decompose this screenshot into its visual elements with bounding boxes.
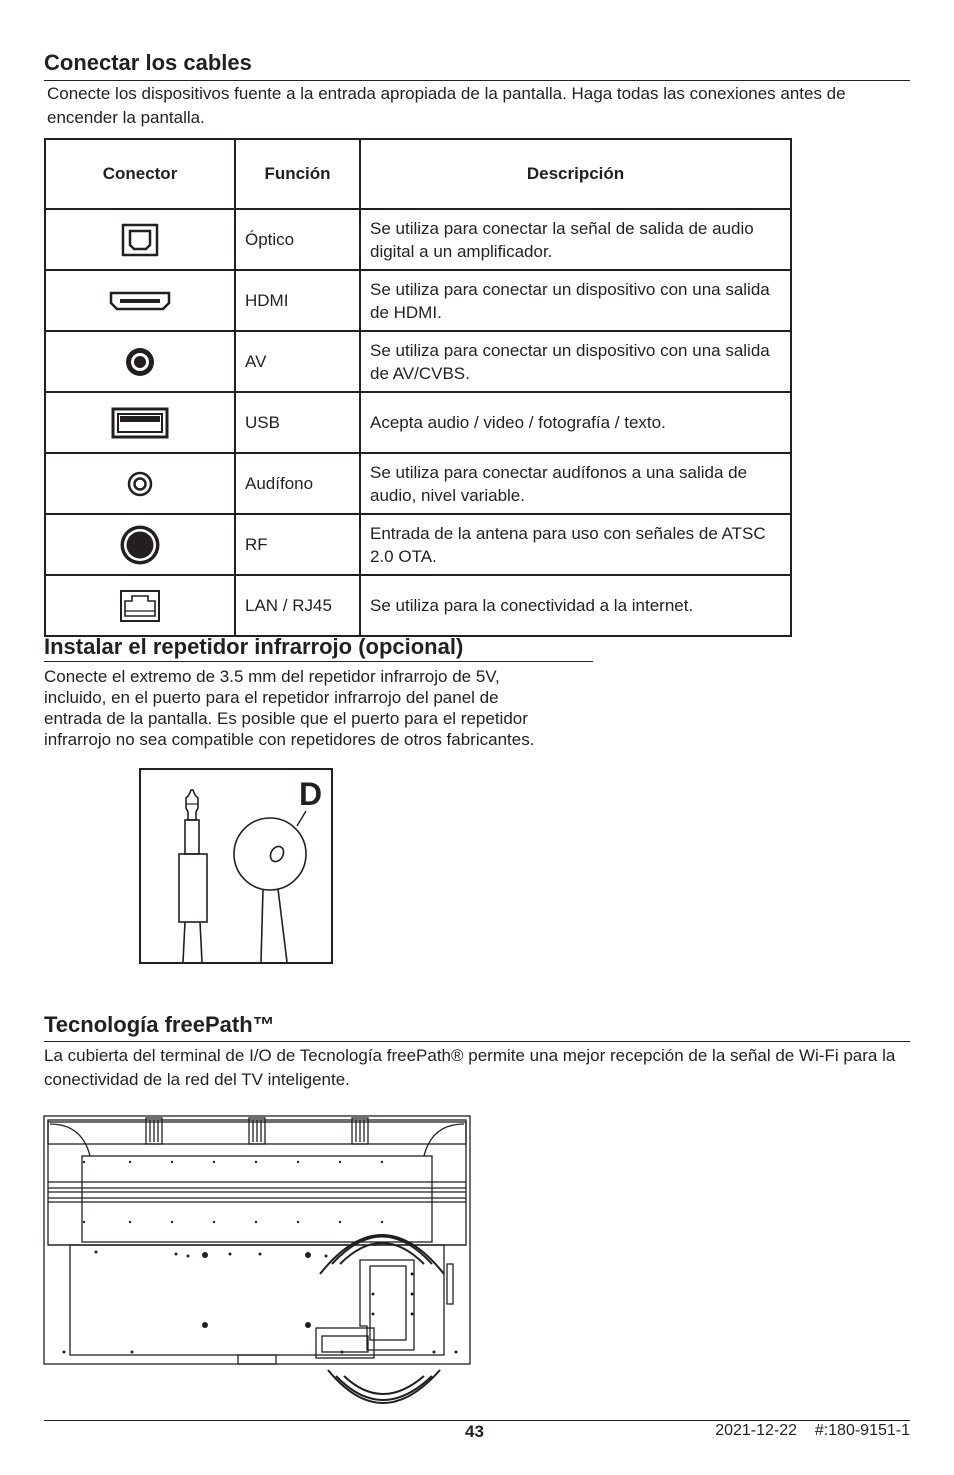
figure-label: D (299, 776, 323, 812)
ir-instructions (44, 666, 624, 750)
description-cell: Se utiliza para conectar un dispositivo con una salida de HDMI. (360, 270, 791, 331)
function-cell: USB (235, 392, 360, 453)
hdmi-port-icon (108, 289, 172, 313)
function-cell: Óptico (235, 209, 360, 270)
connector-cell (45, 270, 235, 331)
connector-cell (45, 514, 235, 575)
table-row (45, 331, 791, 392)
section-title-connect-cables: Conectar los cables (44, 50, 252, 75)
ir-repeater-illustration (139, 768, 333, 964)
header-description: Descripción (360, 139, 791, 209)
table-row (45, 514, 791, 575)
function-cell: HDMI (235, 270, 360, 331)
table-row (45, 392, 791, 453)
connector-cell (45, 331, 235, 392)
ir-line: Conecte el extremo de 3.5 mm del repetidor infrarrojo de 5V, (44, 667, 500, 686)
section-rule (44, 80, 910, 81)
table-row (45, 270, 791, 331)
description-cell: Se utiliza para conectar audífonos a una salida de audio, nivel variable. (360, 453, 791, 514)
description-cell: Se utiliza para la conectividad a la internet. (360, 575, 791, 636)
av-port-icon (124, 346, 156, 378)
lan-port-icon (119, 589, 161, 623)
section-rule (44, 661, 593, 662)
header-connector: Conector (45, 139, 235, 209)
table-row (45, 575, 791, 636)
function-cell: RF (235, 514, 360, 575)
function-cell: LAN / RJ45 (235, 575, 360, 636)
section-rule (44, 1041, 910, 1042)
ir-line: incluido, en el puerto para el repetidor infrarrojo del panel de (44, 688, 499, 707)
ir-line: infrarrojo no sea compatible con repetidores de otros fabricantes. (44, 730, 535, 749)
connector-table (44, 138, 792, 637)
side-buttons (447, 1264, 453, 1304)
description-cell: Se utiliza para conectar un dispositivo con una salida de AV/CVBS. (360, 331, 791, 392)
section-intro: Conecte los dispositivos fuente a la entrada apropiada de la pantalla. Haga todas las conexiones antes de encender la pantalla. (47, 84, 846, 127)
description-cell: Acepta audio / video / fotografía / texto. (360, 392, 791, 453)
connector-cell (45, 453, 235, 514)
section-title-ir-repeater: Instalar el repetidor infrarrojo (opcional) (44, 634, 464, 659)
page-number: 43 (465, 1422, 484, 1441)
optical-port-icon (121, 223, 159, 257)
document-id: 2021-12-22 #:180-9151-1 (715, 1422, 910, 1439)
table-row (45, 453, 791, 514)
function-cell: AV (235, 331, 360, 392)
rf-port-icon (119, 524, 161, 566)
header-function: Función (235, 139, 360, 209)
connector-cell (45, 392, 235, 453)
description-cell: Se utiliza para conectar la señal de salida de audio digital a un amplificador. (360, 209, 791, 270)
function-cell: Audífono (235, 453, 360, 514)
connector-cell (45, 209, 235, 270)
freepath-description: La cubierta del terminal de I/O de Tecnología freePath® permite una mejor recepción de la señal de Wi-Fi para la conectividad de la red del TV inteligente. (44, 1046, 896, 1089)
io-bottom-panel (316, 1328, 374, 1358)
description-cell: Entrada de la antena para uso con señales de ATSC 2.0 OTA. (360, 514, 791, 575)
tv-rear-panel-illustration (42, 1114, 472, 1414)
section-title-freepath: Tecnología freePath™ (44, 1012, 275, 1037)
ir-line: entrada de la pantalla. Es posible que el puerto para el repetidor (44, 709, 528, 728)
usb-port-icon (111, 407, 169, 439)
connector-cell (45, 575, 235, 636)
footer-rule (44, 1420, 910, 1421)
headphone-port-icon (127, 471, 153, 497)
table-row (45, 209, 791, 270)
table-header-row (45, 139, 791, 209)
